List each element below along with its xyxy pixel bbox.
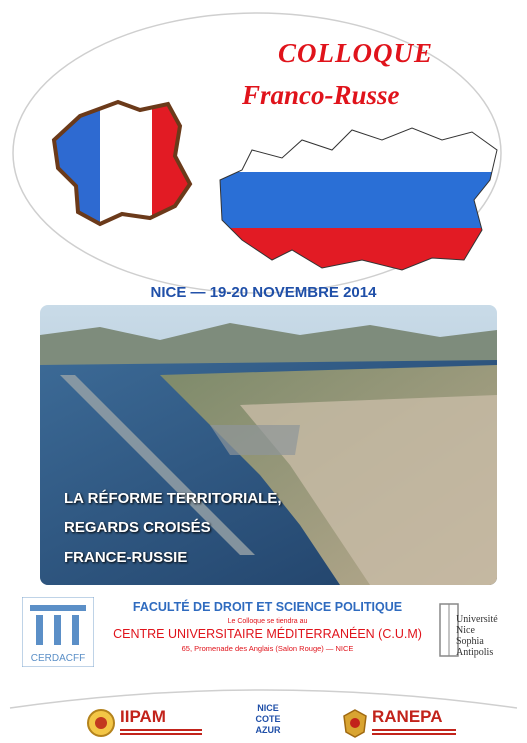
ranepa-logo (340, 705, 460, 741)
venue-info (105, 600, 430, 653)
unice-logo (436, 600, 520, 660)
nice-cote-azur-logo (248, 703, 288, 741)
cerdacff-logo (22, 597, 94, 667)
unice-line-2: Nice (456, 625, 475, 636)
cerdacff-label: CERDACFF (30, 653, 86, 664)
nice-cote-line-1: NICE (257, 703, 279, 713)
venue-intro: Le Colloque se tiendra au (227, 618, 308, 625)
russia-flag-map (212, 110, 512, 280)
ranepa-label: RANEPA (372, 707, 443, 726)
centre-name: CENTRE UNIVERSITAIRE MÉDITERRANÉEN (C.U.M) (113, 627, 422, 641)
event-dateline: NICE — 19-20 NOVEMBRE 2014 (150, 284, 377, 301)
theme-line-2: REGARDS CROISÉS (64, 519, 211, 536)
theme-line-3: FRANCE-RUSSIE (64, 549, 188, 566)
venue-address: 65, Promenade des Anglais (Salon Rouge) — NICE (181, 644, 354, 653)
unice-line-3: Sophia Antipolis (456, 636, 494, 658)
iipam-label: IIPAM (120, 707, 166, 726)
nice-cote-line-2: COTE (255, 714, 281, 724)
franco-russe-title: Franco-Russe (242, 80, 400, 110)
nice-cote-line-3: AZUR (255, 725, 281, 735)
theme-line-1: LA RÉFORME TERRITORIALE, (64, 490, 282, 507)
colloque-title: COLLOQUE (278, 38, 433, 68)
faculty-name: FACULTÉ DE DROIT ET SCIENCE POLITIQUE (132, 600, 403, 614)
unice-line-1: Université (456, 614, 498, 625)
iipam-logo (86, 705, 206, 741)
france-flag-map (40, 96, 200, 230)
aerial-city-photo (40, 305, 497, 585)
